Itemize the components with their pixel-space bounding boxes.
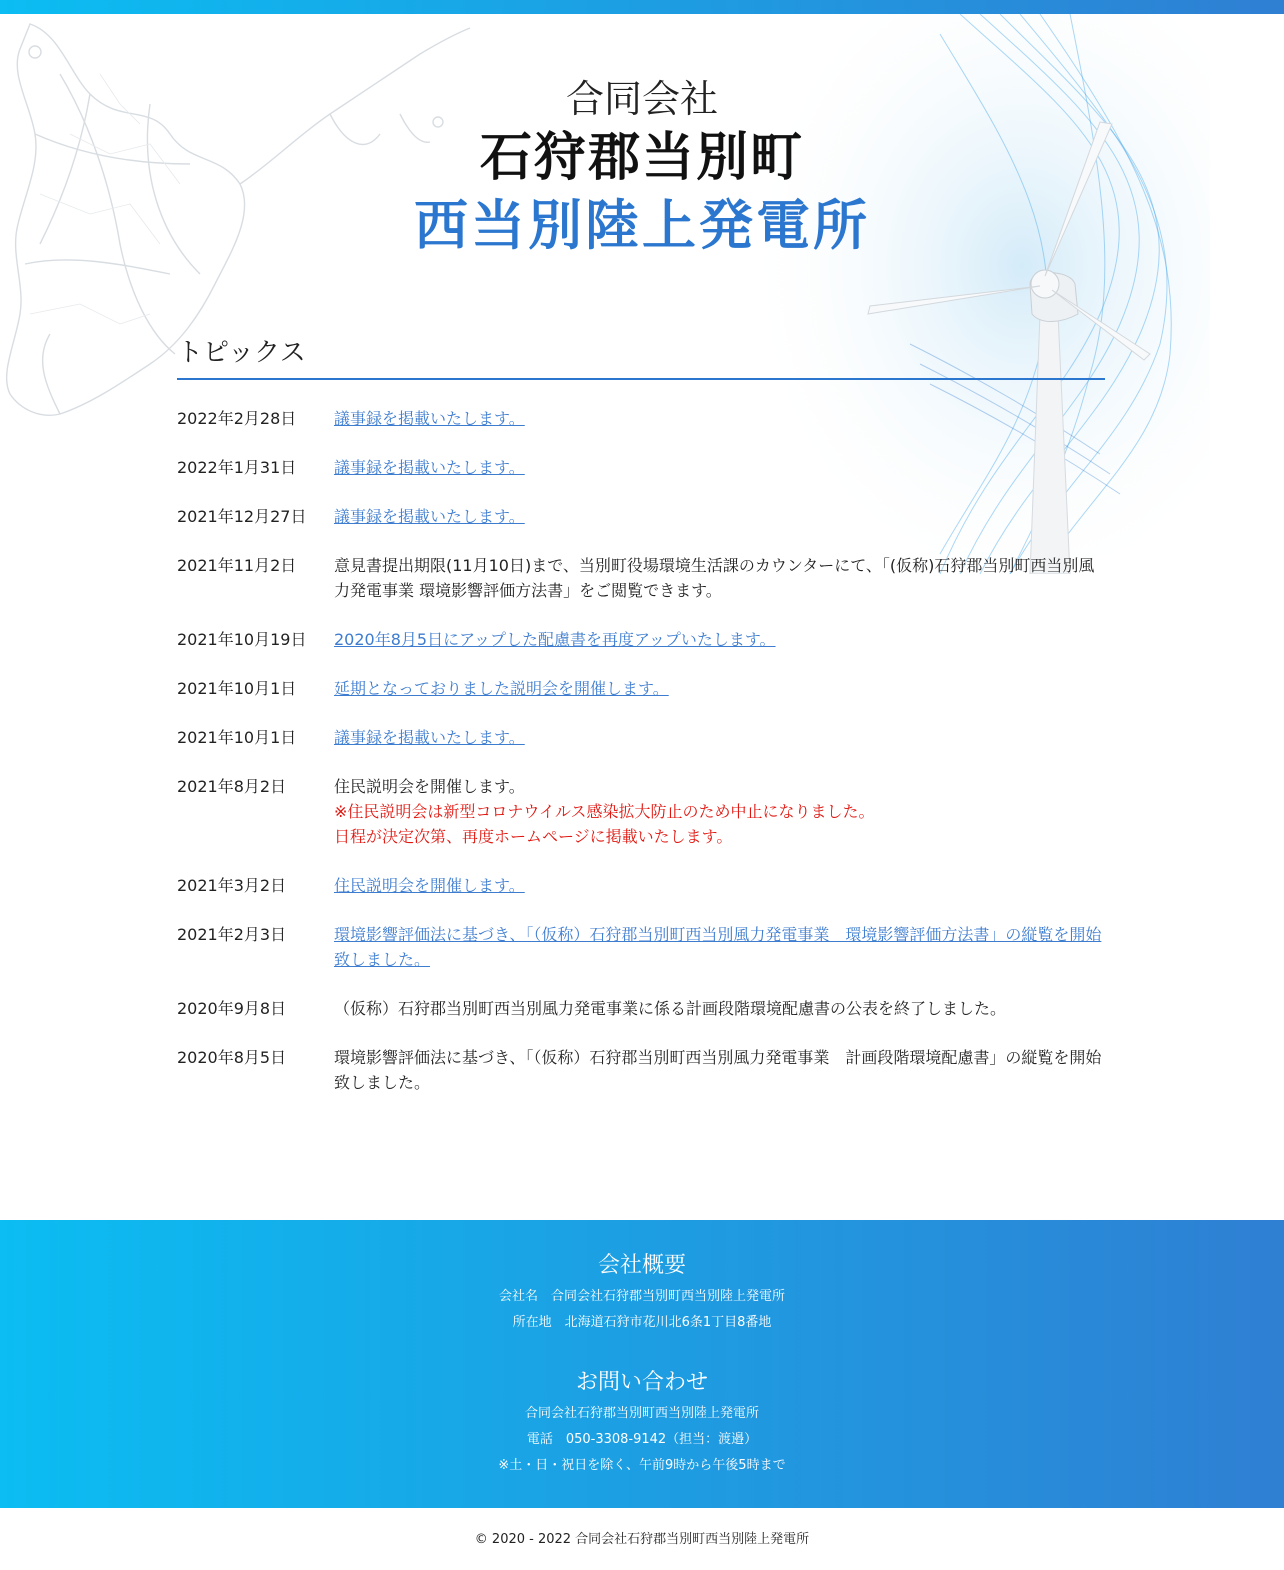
topic-date: 2021年10月1日 [177, 728, 297, 747]
topic-date: 2021年11月2日 [177, 556, 297, 575]
hero-town-name: 石狩郡当別町 [479, 128, 804, 188]
footer-copyright: © 2020 - 2022 合同会社石狩郡当別町西当別陸上発電所 [474, 1532, 810, 1547]
topic-text: 環境影響評価法に基づき、「（仮称）石狩郡当別町西当別風力発電事業 計画段階環境配慮書」の縦覧を開始致しました。 [334, 1048, 1102, 1092]
topic-row [177, 984, 1105, 1033]
topic-body [334, 406, 1105, 431]
topic-date: 2021年8月2日 [177, 777, 287, 796]
topics-heading: トピックス [177, 332, 1105, 380]
topic-link[interactable]: 2020年8月5日にアップした配慮書を再度アップいたします。 [334, 630, 776, 649]
topic-body [334, 627, 1105, 652]
topic-row [177, 713, 1105, 762]
topic-row [177, 1033, 1105, 1107]
topics-section [177, 332, 1105, 1107]
topic-row [177, 910, 1105, 984]
hero-plant-name: 西当別陸上発電所 [414, 194, 870, 257]
topic-link[interactable]: 延期となっておりました説明会を開催します。 [334, 679, 669, 698]
topic-link[interactable]: 議事録を掲載いたします。 [334, 458, 525, 477]
topic-body [334, 676, 1105, 701]
topic-row [177, 492, 1105, 541]
topic-date: 2021年12月27日 [177, 507, 307, 526]
info-band [0, 1220, 1284, 1508]
contact-heading: お問い合わせ [575, 1370, 708, 1395]
topic-cancellation-notice: ※住民説明会は新型コロナウイルス感染拡大防止のため中止になりました。 [334, 802, 875, 821]
hero-title-block [0, 75, 1284, 259]
topic-body [334, 553, 1105, 603]
topic-body [334, 922, 1105, 972]
topic-row [177, 541, 1105, 615]
topic-link[interactable]: 環境影響評価法に基づき、「（仮称）石狩郡当別町西当別風力発電事業 環境影響評価方法書」の縦覧を開始致しました。 [334, 925, 1102, 969]
topic-row [177, 861, 1105, 910]
topic-body [334, 996, 1105, 1021]
company-address-line: 所在地 北海道石狩市花川北6条1丁目8番地 [512, 1315, 772, 1330]
topic-date: 2021年2月3日 [177, 925, 287, 944]
topic-text: （仮称）石狩郡当別町西当別風力発電事業に係る計画段階環境配慮書の公表を終了しました。 [334, 999, 1007, 1018]
topic-link[interactable]: 議事録を掲載いたします。 [334, 507, 525, 526]
topic-body [334, 455, 1105, 480]
topic-text: 住民説明会を開催します。 [334, 777, 525, 796]
topic-date: 2021年10月1日 [177, 679, 297, 698]
topic-row [177, 615, 1105, 664]
topic-row [177, 664, 1105, 713]
top-accent-bar [0, 0, 1284, 14]
company-heading: 会社概要 [597, 1253, 686, 1278]
topic-link[interactable]: 議事録を掲載いたします。 [334, 409, 525, 428]
topic-date: 2021年3月2日 [177, 876, 287, 895]
topic-body [334, 504, 1105, 529]
contact-phone-line: 電話 050-3308-9142（担当：渡邉） [526, 1432, 758, 1447]
topic-cancellation-notice: 日程が決定次第、再度ホームページに掲載いたします。 [334, 827, 733, 846]
topic-date: 2020年9月8日 [177, 999, 287, 1018]
topic-list [177, 394, 1105, 1107]
topic-row [177, 762, 1105, 861]
topic-date: 2022年1月31日 [177, 458, 297, 477]
topic-row [177, 443, 1105, 492]
topic-date: 2022年2月28日 [177, 409, 297, 428]
contact-name-line: 合同会社石狩郡当別町西当別陸上発電所 [524, 1406, 759, 1421]
topic-date: 2020年8月5日 [177, 1048, 287, 1067]
hero-company-type: 合同会社 [565, 77, 718, 121]
contact-hours-line: ※土・日・祝日を除く、午前9時から午後5時まで [498, 1458, 786, 1473]
topic-link[interactable]: 住民説明会を開催します。 [334, 876, 525, 895]
topic-link[interactable]: 議事録を掲載いたします。 [334, 728, 525, 747]
topic-text: 意見書提出期限(11月10日)まで、当別町役場環境生活課のカウンターにて、「(仮称)石狩郡当別町西当別風力発電事業 環境影響評価方法書」をご閲覧できます。 [334, 556, 1095, 600]
topic-body [334, 873, 1105, 898]
topic-body [334, 725, 1105, 750]
topic-body [334, 1045, 1105, 1095]
company-name-line: 会社名 合同会社石狩郡当別町西当別陸上発電所 [498, 1289, 785, 1304]
topic-row [177, 394, 1105, 443]
topic-date: 2021年10月19日 [177, 630, 307, 649]
topic-body [334, 774, 1105, 849]
